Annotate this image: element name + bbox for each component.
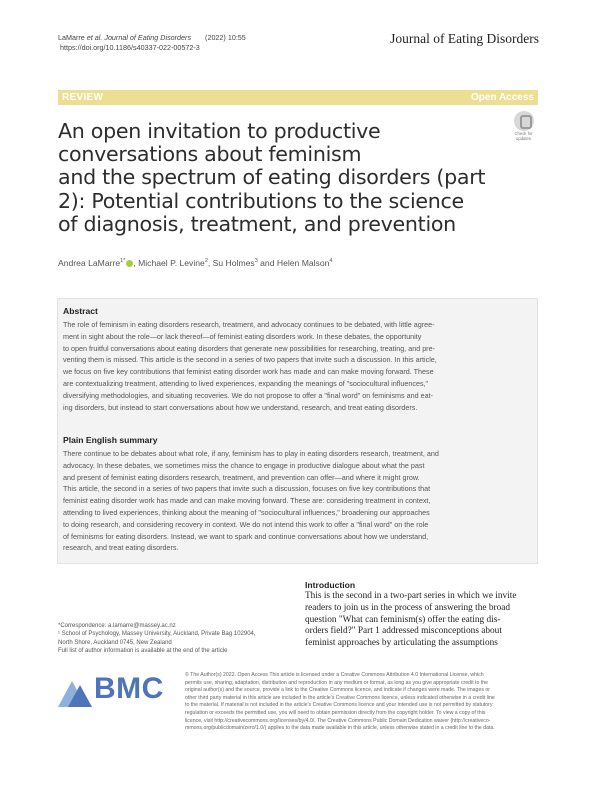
journal-name: Journal of Eating Disorders	[390, 31, 539, 46]
intro-line: readers to join us in the process of answering the broad	[305, 602, 510, 613]
license-line: © The Author(s) 2022. Open Access This article is licensed under a Creative Commons Attribution 4.0 International License, which	[185, 672, 484, 678]
abstract-line: ing disorders, but instead to start conversations about how we understand, research, and treat eating disorders.	[63, 402, 418, 412]
citation-journal: et al. Journal of Eating Disorders	[86, 33, 192, 42]
summary-line: feminist eating disorder work has made and can make moving forward. These are: considering treatment in context,	[63, 496, 431, 506]
author-name[interactable]: Andrea LaMarre	[58, 258, 121, 268]
license-line[interactable]: licence, visit http://creativecommons.org/licenses/by/4.0/. The Creative Commons Public Domain Dedication waiver (http://creativeco-	[185, 717, 491, 724]
citation-year: (2022) 10:55	[205, 33, 246, 42]
license-line: regulation or exceeds the permitted use, you will need to obtain permission directly from the copyright holder. To view a copy of this	[185, 709, 486, 716]
author-info-note: Full list of author information is available at the end of the article	[58, 648, 228, 655]
license-line: to the material. If material is not included in the article's Creative Commons licence and your intended use is not permitted by statutory	[185, 702, 493, 709]
correspondence-email[interactable]: *Correspondence: a.lamarre@massey.ac.nz	[58, 623, 176, 629]
author-name[interactable]: and Helen Malson	[257, 258, 330, 268]
title-line: of diagnosis, treatment, and prevention	[58, 211, 456, 236]
license-line: other third party material in this article are included in the article's Creative Commons licence, unless indicated otherwise in a credit line	[185, 694, 495, 701]
author-list	[58, 258, 332, 268]
check-updates-line2: updates	[516, 136, 531, 141]
summary-line: advocacy. In these debates, we sometimes miss the chance to engage in productive dialogue about what the past	[63, 460, 425, 470]
citation-author: LaMarre	[58, 33, 87, 42]
affiliation-line: North Shore, Auckland 0745, New Zealand	[58, 639, 172, 646]
title-line: and the spectrum of eating disorders (part	[58, 165, 486, 190]
title-line: conversations about feminism	[58, 142, 362, 167]
article-type-label: REVIEW	[62, 92, 104, 103]
summary-line: to doing research, and considering recovery in context. We do not intend this work to offer a "final word" on the role	[63, 519, 429, 529]
doi-text[interactable]: https://doi.org/10.1186/s40337-022-00572-3	[60, 43, 200, 52]
article-type-bar	[58, 90, 538, 105]
title-line: 2): Potential contributions to the science	[58, 188, 464, 213]
author-name[interactable]: , Michael P. Levine	[133, 258, 205, 268]
license-line[interactable]: mmons.org/publicdomain/zero/1.0/) applies to the data made available in this article, unless otherwise stated in a credit line to the data.	[185, 725, 495, 732]
intro-line: feminist approaches by articulating the assumptions	[305, 638, 498, 649]
plain-summary-text	[63, 448, 533, 554]
plain-summary-heading: Plain English summary	[63, 435, 158, 445]
abstract-line: to open fruitful conversations about eating disorders that generate new possibilities for researching, treating, and pre-	[63, 343, 435, 353]
license-line: permits use, sharing, adaptation, distribution and reproduction in any medium or format, as long as you give appropriate credit to the	[185, 679, 489, 686]
abstract-text	[63, 319, 533, 413]
author-affiliation: 3	[254, 258, 258, 265]
intro-line: orders field?" Part 1 addressed misconceptions about	[305, 626, 502, 637]
intro-line: This is the second in a two-part series in which we invite	[305, 591, 517, 601]
summary-line: There continue to be debates about what role, if any, feminism has to play in eating disorders research, treatment, and	[63, 449, 439, 458]
abstract-line: are contextualizing treatment, attending to lived experiences, expanding the meanings of "sociocultural influences,"	[63, 378, 429, 388]
summary-line: of feminisms for eating disorders. Instead, we want to spark and continue conversations about how we understand,	[63, 531, 429, 541]
check-updates-icon[interactable]	[514, 111, 534, 131]
introduction-text	[305, 591, 537, 650]
doi-link[interactable]	[58, 43, 200, 52]
author-affiliation: 2	[204, 258, 208, 265]
check-for-updates-badge[interactable]	[511, 111, 536, 141]
bmc-logo-text: BMC	[94, 672, 164, 705]
abstract-heading: Abstract	[63, 306, 98, 316]
abstract-line: The role of feminism in eating disorders research, treatment, and advocacy continues to be debated, with little agree-	[63, 320, 435, 329]
author-affiliation: 4	[329, 258, 333, 265]
title-line: An open invitation to productive	[58, 119, 381, 143]
affiliation-line: ¹ School of Psychology, Massey University, Auckland, Private Bag 102904,	[58, 631, 256, 638]
abstract-line: we focus on five key contributions that feminist eating disorder work has made and can make moving forward. These	[63, 367, 434, 377]
correspondence-note	[58, 622, 278, 656]
open-access-label: Open Access	[471, 92, 534, 103]
introduction-heading: Introduction	[305, 580, 356, 590]
article-title	[58, 120, 498, 236]
abstract-line: diversifying methodologies, and situating recoveries. We do not propose to offer a "final word" on feminisms and eat-	[63, 390, 434, 400]
license-text	[185, 672, 539, 733]
abstract-line: venting them is missed. This article is the second in a series of two papers that invite such a discussion. In this article,	[63, 355, 437, 365]
summary-line: and present of feminist eating disorders research, treatment, and prevention can offer—and where it might grow.	[63, 472, 420, 482]
check-updates-line1: Check for	[514, 131, 533, 136]
license-line: original author(s) and the source, provide a link to the Creative Commons licence, and indicate if changes were made. The images or	[185, 687, 490, 694]
summary-line: This article, the second in a series of two papers that invite such a discussion, focuses on five key contributions that	[63, 484, 431, 494]
summary-line: attending to lived experiences, thinking about the meaning of "sociocultural influences," broadening our approaches	[63, 507, 430, 517]
author-affiliation: 1*	[120, 258, 126, 265]
citation-line	[58, 33, 246, 43]
summary-line: research, and treat eating disorders.	[63, 543, 179, 553]
author-name[interactable]: , Su Holmes	[207, 258, 255, 268]
intro-line: question "What can feminism(s) offer the eating dis-	[305, 614, 501, 625]
abstract-line: ment in sight about the role—or lack thereof—of feminist eating disorders work. In these debates, the opportunity	[63, 331, 422, 341]
